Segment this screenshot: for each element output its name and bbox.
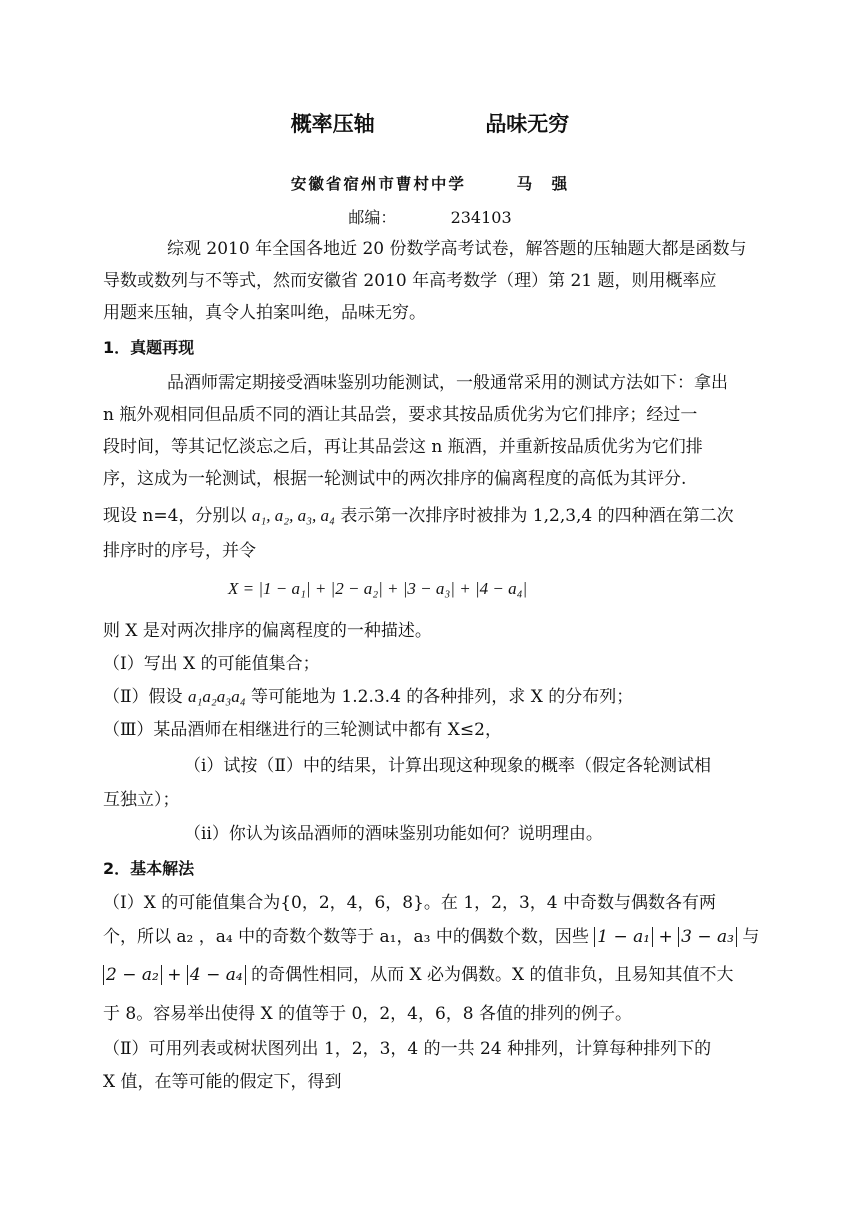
solution-line-2: [103, 926, 759, 948]
question-2-end: 等可能地为 1.2.3.4 的各种排列，求 X 的分布列；: [251, 687, 634, 707]
plus-sign: +: [167, 965, 182, 985]
article-title: [0, 108, 860, 138]
problem-line-5-end: 表示第一次排序时被排为 1,2,3,4 的四种酒在第二次: [340, 506, 734, 526]
solution-line-5: （Ⅱ）可用列表或树状图列出 1，2，3，4 的一共 24 种排列，计算每种排列下的: [103, 1039, 712, 1059]
permutation-variables: a₁a₂a₃a₄: [187, 687, 246, 706]
problem-line-6: 排序时的序号，并令: [103, 541, 256, 561]
intro-line-1: 综观 2010 年全国各地近 20 份数学高考试卷，解答题的压轴题大都是函数与: [167, 239, 747, 259]
problem-line-3: 段时间，等其记忆淡忘之后，再让其品尝这 n 瓶酒，并重新按品质优劣为它们排: [103, 437, 703, 457]
author-line: [0, 172, 860, 194]
plus-sign: +: [658, 927, 673, 947]
author-school: 安徽省宿州市曹村中学: [290, 174, 466, 193]
problem-line-4: 序，这成为一轮测试，根据一轮测试中的两次排序的偏离程度的高低为其评分.: [103, 469, 687, 489]
question-2: [103, 686, 633, 708]
section-2-heading: 2．基本解法: [103, 859, 195, 878]
solution-line-1: （Ⅰ）X 的可能值集合为{0，2，4，6，8}。在 1，2，3，4 中奇数与偶数各有两: [103, 893, 717, 913]
problem-line-2: n 瓶外观相同但品质不同的酒让其品尝，要求其按品质优劣为它们排序；经过一: [103, 405, 698, 425]
problem-line-1: 品酒师需定期接受酒味鉴别功能测试，一般通常采用的测试方法如下：拿出: [167, 373, 728, 393]
problem-line-5-start: 现设 n=4，分别以: [103, 506, 247, 526]
solution-line-2-end: 与: [742, 927, 760, 947]
solution-line-4: 于 8。容易举出使得 X 的值等于 0，2，4，6，8 各值的排列的例子。: [103, 1004, 633, 1024]
section-1-heading: 1．真题再现: [103, 338, 195, 357]
intro-line-3: 用题来压轴，真令人拍案叫绝，品味无穷。: [103, 303, 426, 323]
question-3-i-line-1: （ⅰ）试按（Ⅱ）中的结果，计算出现这种现象的概率（假定各轮测试相: [184, 756, 711, 776]
variables-a1-a4: a₁, a₂, a₃, a₄: [251, 506, 335, 525]
question-3: （Ⅲ）某品酒师在相继进行的三轮测试中都有 X≤2，: [103, 720, 502, 740]
solution-line-3: [103, 964, 734, 986]
author-name: 马 强: [516, 174, 570, 193]
abs-1-minus-a1: 1 − a₁: [594, 927, 653, 947]
solution-line-6: X 值，在等可能的假定下，得到: [103, 1072, 342, 1092]
question-1: （Ⅰ）写出 X 的可能值集合；: [103, 654, 320, 674]
postal-code: 234103: [450, 208, 512, 227]
solution-line-3-end: 的奇偶性相同，从而 X 必为偶数。X 的值非负，且易知其值不大: [251, 965, 734, 985]
question-2-start: （Ⅱ）假设: [103, 687, 183, 707]
problem-line-5: [103, 505, 734, 527]
question-3-ii: （ⅱ）你认为该品酒师的酒味鉴别功能如何？说明理由。: [184, 824, 603, 844]
deviation-formula: X = |1 − a₁| + |2 − a₂| + |3 − a₃| + |4 − a₄|: [228, 579, 528, 598]
abs-2-minus-a2: 2 − a₂: [103, 965, 162, 985]
intro-line-2: 导数或数列与不等式，然而安徽省 2010 年高考数学（理）第 21 题，则用概率应: [103, 271, 717, 291]
title-part-2: 品味无穷: [485, 112, 570, 136]
solution-line-2-start: 个，所以 a₂ ，a₄ 中的奇数个数等于 a₁，a₃ 中的偶数个数，因些: [103, 927, 589, 947]
postal-label: 邮编：: [348, 208, 397, 227]
abs-3-minus-a3: 3 − a₃: [678, 927, 737, 947]
abs-4-minus-a4: 4 − a₄: [187, 965, 246, 985]
title-part-1: 概率压轴: [290, 112, 375, 136]
postal-line: [0, 205, 860, 228]
problem-line-7: 则 X 是对两次排序的偏离程度的一种描述。: [103, 621, 432, 641]
question-3-i-line-2: 互独立）；: [103, 790, 180, 810]
